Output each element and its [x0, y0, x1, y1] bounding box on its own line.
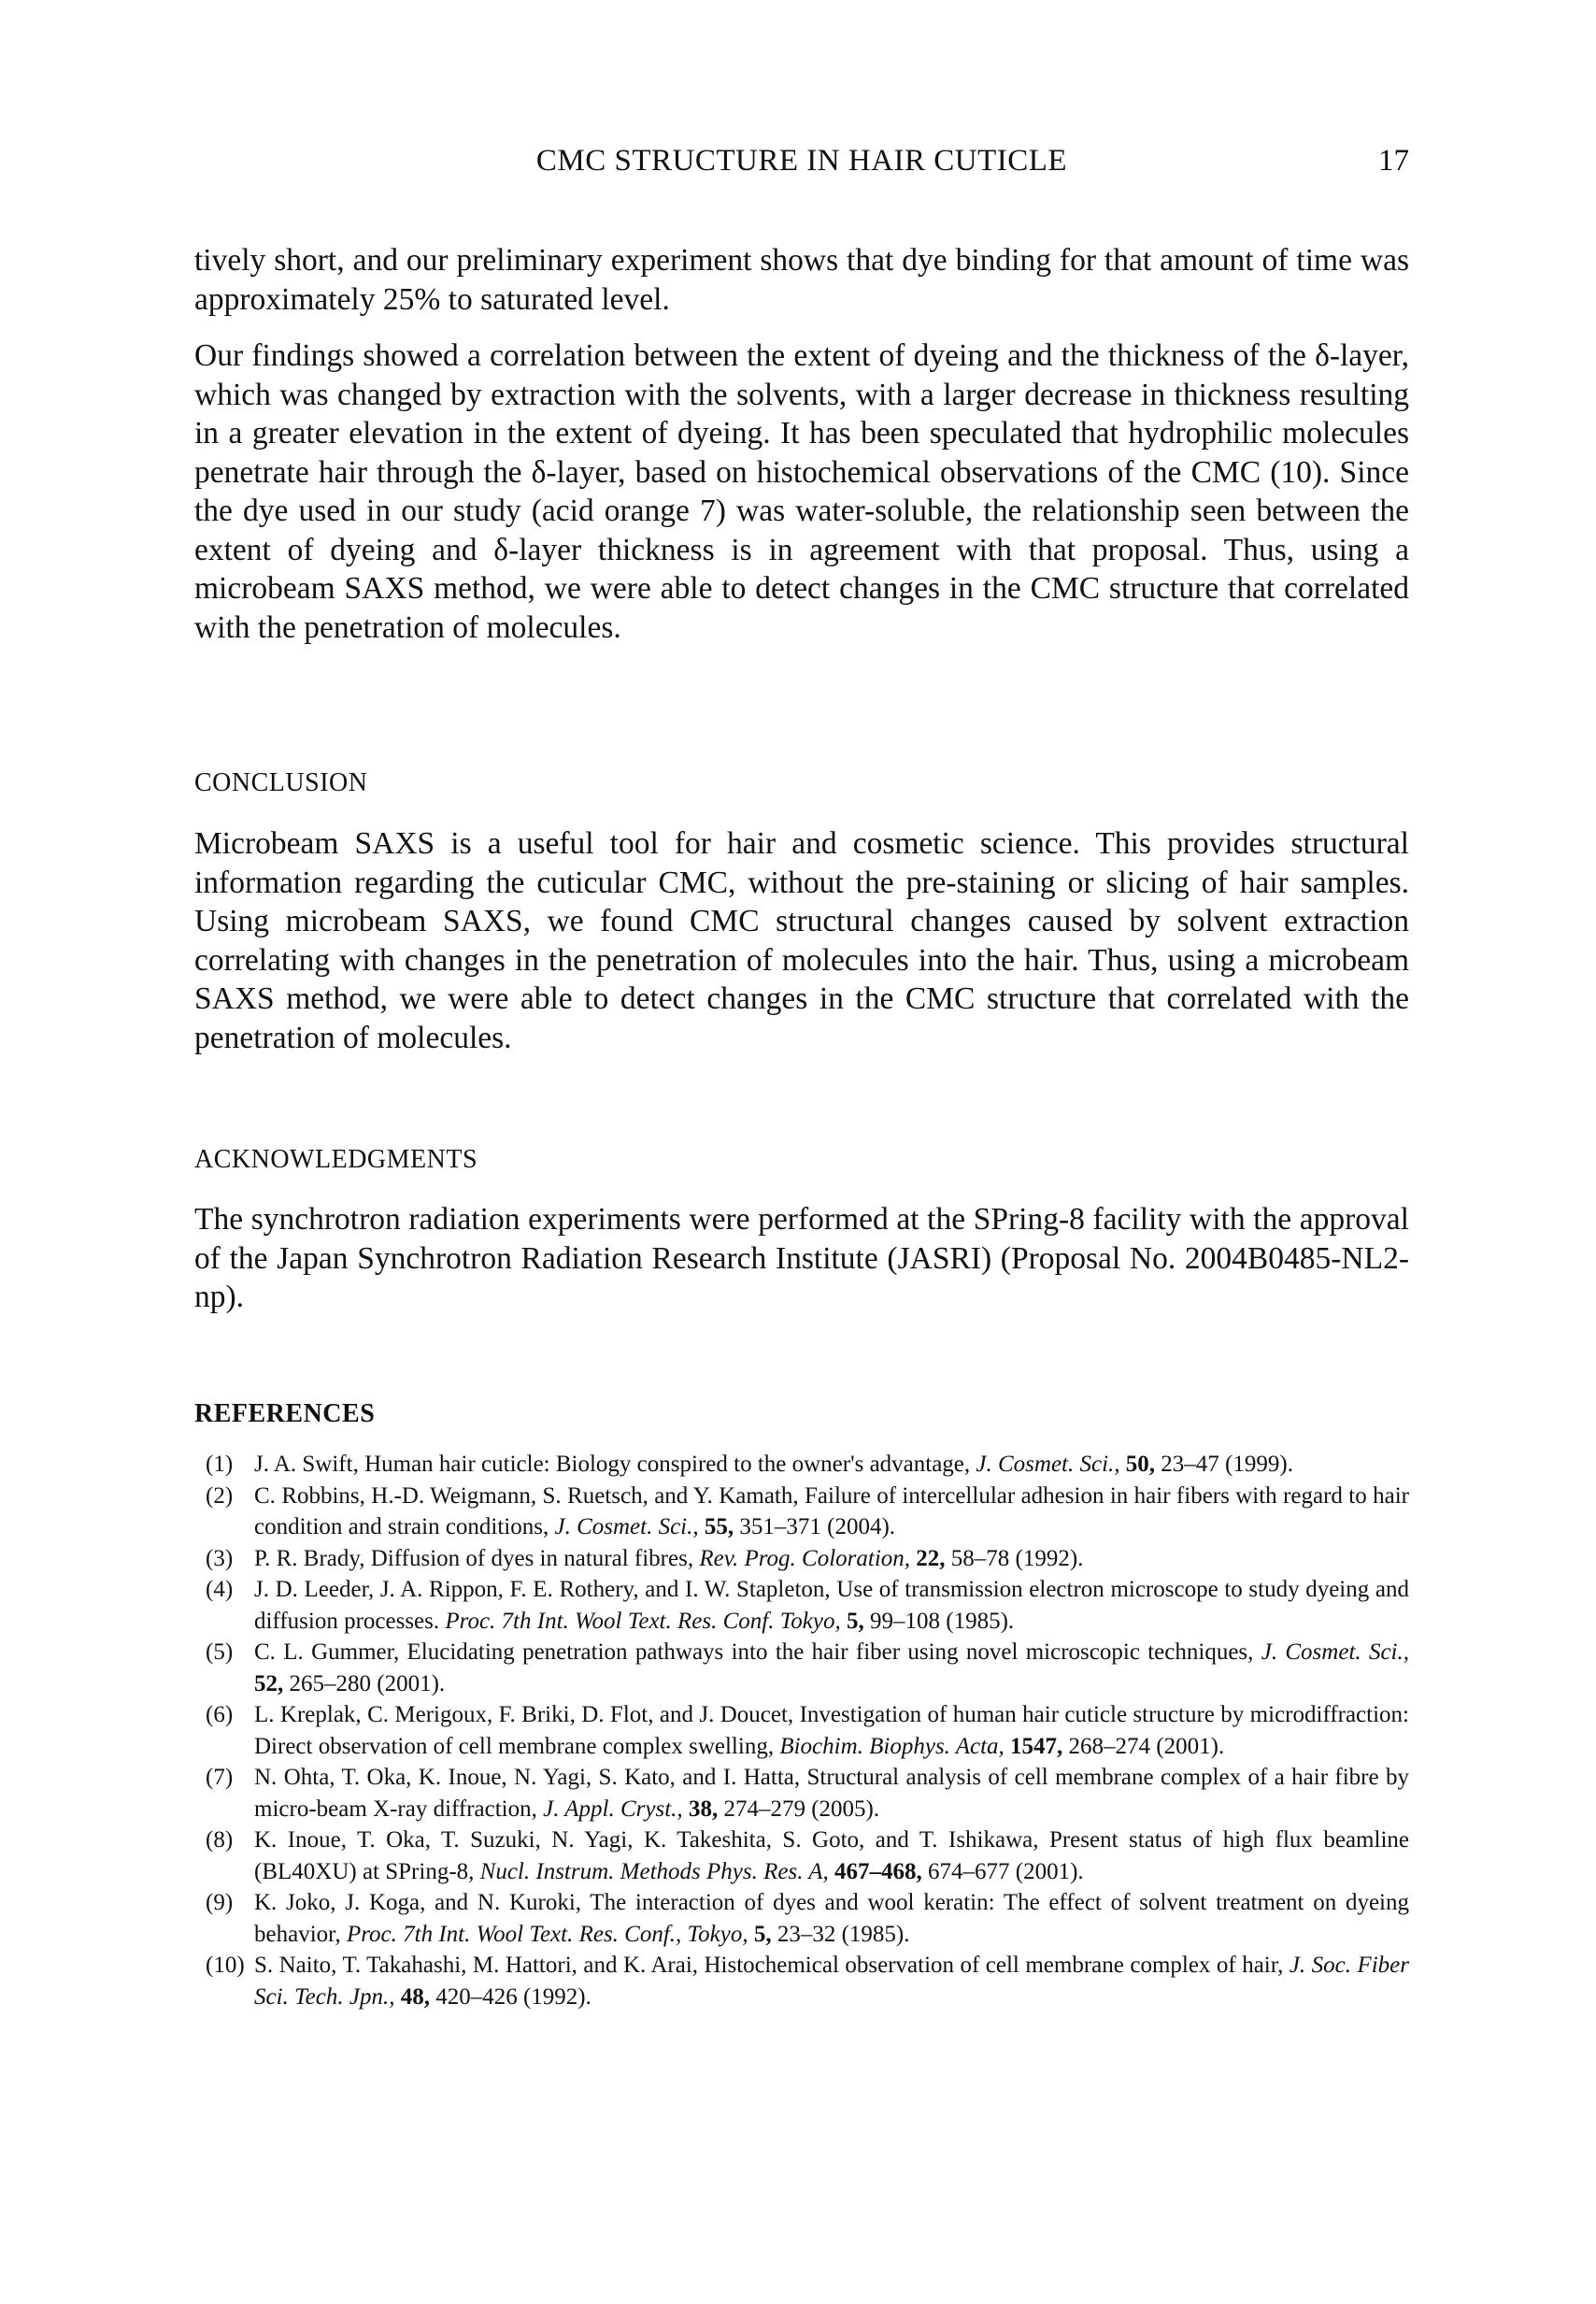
reference-journal: Nucl. Instrum. Methods Phys. Res. A,: [479, 1858, 829, 1884]
reference-journal: J. Cosmet. Sci.,: [554, 1514, 699, 1539]
reference-number: (3): [206, 1545, 234, 1571]
reference-number: (9): [206, 1890, 234, 1915]
page-number: 17: [1378, 144, 1409, 178]
reference-item: [194, 1543, 1409, 1575]
reference-volume: 52,: [254, 1670, 284, 1696]
reference-text: K. Joko, J. Koga, and N. Kuroki, The interaction of dyes and wool keratin: The effect of solvent treatment on dyeing behavior, Proc. 7th Int. Wool Text. Res. Conf., Tokyo, 5, 23–32 (1985).: [254, 1890, 1409, 1947]
reference-number: (6): [206, 1702, 234, 1727]
reference-list: [194, 1449, 1409, 2012]
reference-volume: 467–468,: [834, 1858, 922, 1884]
running-header: [194, 140, 1409, 181]
running-title: CMC STRUCTURE IN HAIR CUTICLE: [535, 144, 1068, 178]
continued-paragraph: tively short, and our preliminary experiment shows that dye binding for that amount of time was approximately 25% to saturated level.: [194, 243, 1409, 317]
reference-number: (10): [206, 1953, 245, 1978]
reference-journal: Proc. 7th Int. Wool Text. Res. Conf. Tokyo,: [445, 1608, 841, 1634]
reference-number: (5): [206, 1639, 234, 1665]
discussion-section: [194, 336, 1409, 647]
reference-volume: 22,: [916, 1545, 946, 1571]
reference-journal: Biochim. Biophys. Acta,: [779, 1733, 1005, 1759]
reference-text: K. Inoue, T. Oka, T. Suzuki, N. Yagi, K. Takeshita, S. Goto, and T. Ishikawa, Present status of high flux beamline (BL40XU) at SPring-8, Nucl. Instrum. Methods Phys. Res. A, 467–468, 674–677 (2001).: [254, 1827, 1409, 1884]
reference-text: C. L. Gummer, Elucidating penetration pathways into the hair fiber using novel microscopic techniques, J. Cosmet. Sci., 52, 265–280 (2001).: [254, 1639, 1409, 1696]
reference-volume: 5,: [753, 1921, 772, 1947]
reference-number: (1): [206, 1452, 234, 1477]
reference-journal: J. Cosmet. Sci.,: [1261, 1639, 1409, 1665]
reference-number: (2): [206, 1482, 234, 1509]
reference-item: [194, 1825, 1409, 1887]
reference-item: [194, 1449, 1409, 1481]
reference-text: L. Kreplak, C. Merigoux, F. Briki, D. Flot, and J. Doucet, Investigation of human hair cuticle structure by microdiffraction: Direct observation of cell membrane complex swelling, Biochim. Biophys. Acta, 1547, 268–274 (2001).: [254, 1702, 1409, 1759]
reference-item: [194, 1950, 1409, 2012]
reference-number: (7): [206, 1765, 234, 1790]
reference-text: J. A. Swift, Human hair cuticle: Biology conspired to the owner's advantage, J. Cosmet. Sci., 50, 23–47 (1999).: [254, 1452, 1293, 1477]
reference-number: (4): [206, 1577, 234, 1602]
conclusion-section: [194, 824, 1409, 1057]
reference-volume: 48,: [400, 1983, 430, 2010]
reference-item: [194, 1887, 1409, 1950]
acknowledgments-heading: ACKNOWLEDGMENTS: [194, 1145, 478, 1174]
reference-item: [194, 1481, 1409, 1543]
reference-volume: 50,: [1125, 1452, 1156, 1477]
reference-journal: Rev. Prog. Coloration,: [699, 1545, 911, 1571]
reference-text: P. R. Brady, Diffusion of dyes in natural fibres, Rev. Prog. Coloration, 22, 58–78 (1992).: [254, 1545, 1084, 1571]
reference-text: C. Robbins, H.-D. Weigmann, S. Ruetsch, and Y. Kamath, Failure of intercellular adhesion in hair fibers with regard to hair condition and strain conditions, J. Cosmet. Sci., 55, 351–371 (2004).: [254, 1482, 1409, 1539]
reference-item: [194, 1574, 1409, 1637]
discussion-paragraph: Our findings showed a correlation between the extent of dyeing and the thickness of the δ-layer, which was changed by extraction with the solvents, with a larger decrease in thickness resulting in a greater elevation in the extent of dyeing. It has been speculated that hydrophilic molecules penetrate hair through the δ-layer, based on histochemical observations of the CMC (10). Since the dye used in our study (acid orange 7) was water-soluble, the relationship seen between the extent of dyeing and δ-layer thickness is in agreement with that proposal. Thus, using a microbeam SAXS method, we were able to detect changes in the CMC structure that correlated with the penetration of molecules.: [194, 338, 1409, 645]
reference-volume: 55,: [704, 1514, 734, 1539]
acknowledgments-section: [194, 1200, 1409, 1317]
reference-journal: Proc. 7th Int. Wool Text. Res. Conf., Tokyo,: [346, 1921, 748, 1947]
acknowledgments-paragraph: The synchrotron radiation experiments were performed at the SPring-8 facility with the approval of the Japan Synchrotron Radiation Research Institute (JASRI) (Proposal No. 2004B0485-NL2-np).: [194, 1202, 1409, 1314]
reference-text: S. Naito, T. Takahashi, M. Hattori, and K. Arai, Histochemical observation of cell membrane complex of hair, J. Soc. Fiber Sci. Tech. Jpn., 48, 420–426 (1992).: [254, 1953, 1410, 2010]
reference-item: [194, 1637, 1409, 1699]
conclusion-paragraph: Microbeam SAXS is a useful tool for hair and cosmetic science. This provides structural information regarding the cuticular CMC, without the pre-staining or slicing of hair samples. Using microbeam SAXS, we found CMC structural changes caused by solvent extraction correlating with changes in the penetration of molecules into the hair. Thus, using a microbeam SAXS method, we were able to detect changes in the CMC structure that correlated with the penetration of molecules.: [194, 826, 1409, 1055]
reference-number: (8): [206, 1827, 234, 1853]
conclusion-heading: CONCLUSION: [194, 768, 368, 797]
reference-item: [194, 1699, 1409, 1762]
reference-journal: J. Appl. Cryst.,: [543, 1796, 683, 1822]
reference-item: [194, 1762, 1409, 1825]
discussion-continued: [194, 241, 1409, 319]
reference-journal: J. Cosmet. Sci.,: [976, 1452, 1120, 1477]
reference-volume: 1547,: [1010, 1733, 1063, 1759]
reference-volume: 5,: [847, 1608, 864, 1634]
reference-text: N. Ohta, T. Oka, K. Inoue, N. Yagi, S. Kato, and I. Hatta, Structural analysis of cell membrane complex of a hair fibre by micro-beam X-ray diffraction, J. Appl. Cryst., 38, 274–279 (2005).: [254, 1765, 1409, 1822]
reference-volume: 38,: [688, 1796, 719, 1822]
references-heading: REFERENCES: [194, 1399, 376, 1428]
reference-text: J. D. Leeder, J. A. Rippon, F. E. Rothery, and I. W. Stapleton, Use of transmission electron microscope to study dyeing and diffusion processes. Proc. 7th Int. Wool Text. Res. Conf. Tokyo, 5, 99–108 (1985).: [254, 1577, 1409, 1634]
reference-journal: J. Soc. Fiber Sci. Tech. Jpn.,: [254, 1953, 1410, 2010]
